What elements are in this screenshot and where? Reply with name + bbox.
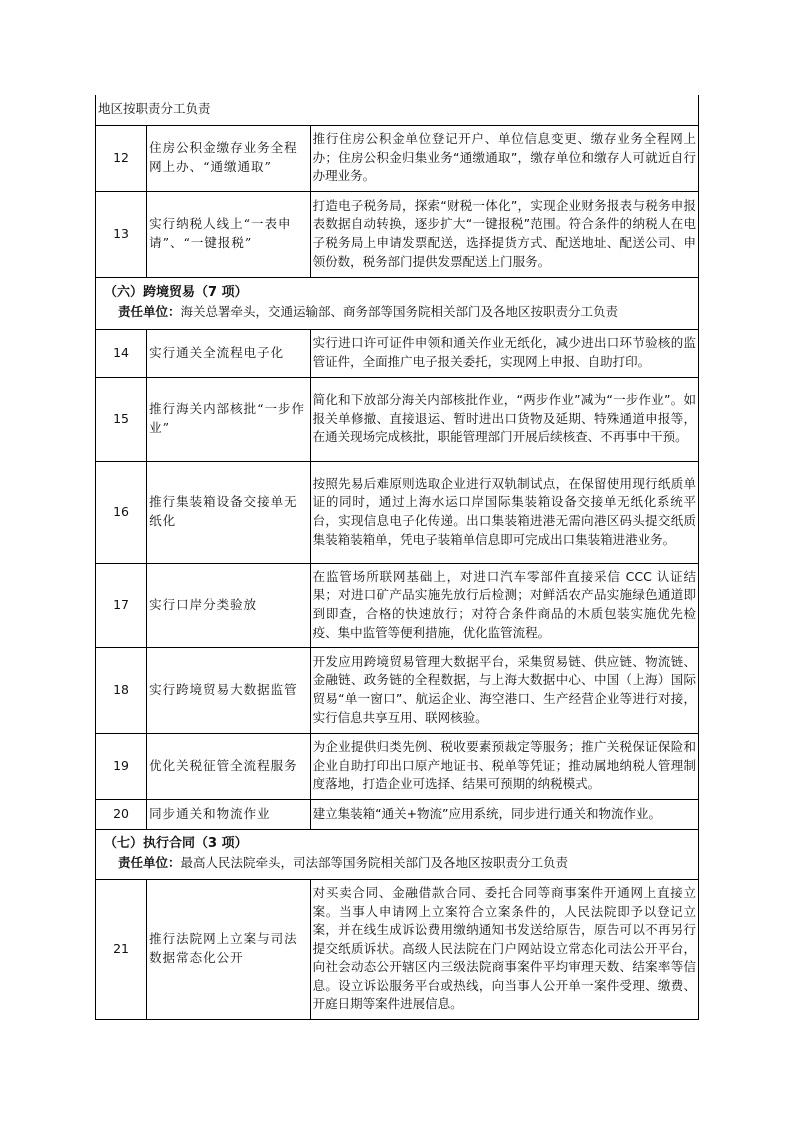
table-row (96, 95, 699, 125)
section-header (96, 829, 699, 879)
item-description: 在监管场所联网基础上，对进口汽车零部件直接采信 CCC 认证结果；对进口矿产品实施先放行后检测；对鲜活农产品实施绿色通道即到即查，合格的快速放行；对符合条件商品的木质包装实施优先检疫、集中监管等便利措施，优化监管流程。 (310, 563, 698, 647)
item-description: 按照先易后难原则选取企业进行双轨制试点，在保留使用现行纸质单证的同时，通过上海水运口岸国际集装箱设备交接单无纸化系统平台，实现信息电子化传递。出口集装箱进港无需向港区码头提交纸质集装箱装箱单，凭电子装箱单信息即可完成出口集装箱进港业务。 (310, 461, 698, 563)
table-row (96, 733, 699, 799)
item-description: 建立集装箱“通关+物流”应用系统，同步进行通关和物流作业。 (310, 799, 698, 829)
item-name: 住房公积金缴存业务全程网上办、“通缴通取” (147, 125, 311, 191)
section-header-row (96, 277, 699, 329)
item-description: 推行住房公积金单位登记开户、单位信息变更、缴存业务全程网上办；住房公积金归集业务“通缴通取”，缴存单位和缴存人可就近自行办理业务。 (310, 125, 698, 191)
item-number: 18 (96, 647, 147, 733)
item-name: 推行海关内部核批“一步作业” (147, 377, 311, 461)
item-name: 推行集装箱设备交接单无纸化 (147, 461, 311, 563)
item-description: 实行进口许可证件申领和通关作业无纸化，减少进出口环节验核的监管证件，全面推广电子报关委托，实现网上申报、自助打印。 (310, 329, 698, 377)
item-name: 优化关税征管全流程服务 (147, 733, 311, 799)
responsibility-label: 责任单位： (118, 855, 181, 870)
section-title: （六）跨境贸易（7 项） (104, 285, 248, 301)
table-row (96, 125, 699, 191)
section-header-row (96, 829, 699, 879)
item-name: 推行法院网上立案与司法数据常态化公开 (147, 879, 311, 1019)
item-number: 17 (96, 563, 147, 647)
responsibility-label: 责任单位： (118, 304, 181, 319)
item-number: 14 (96, 329, 147, 377)
section-responsibility (104, 303, 692, 322)
item-name: 实行通关全流程电子化 (147, 329, 311, 377)
item-description: 对买卖合同、金融借款合同、委托合同等商事案件开通网上直接立案。当事人申请网上立案符合立案条件的，人民法院即予以登记立案，并在线生成诉讼费用缴纳通知书发送给原告，原告可以不再另行提交纸质诉状。高级人民法院在门户网站设立常态化司法公开平台，向社会动态公开辖区内三级法院商事案件平均审理天数、结案率等信息。设立诉讼服务平台或热线，向当事人公开单一案件受理、缴费、开庭日期等案件进展信息。 (310, 879, 698, 1019)
item-name: 实行口岸分类验放 (147, 563, 311, 647)
table-row (96, 377, 699, 461)
table-row (96, 647, 699, 733)
item-number: 12 (96, 125, 147, 191)
item-number: 19 (96, 733, 147, 799)
item-description: 开发应用跨境贸易管理大数据平台，采集贸易链、供应链、物流链、金融链、政务链的全程数据，与上海大数据中心、中国（上海）国际贸易“单一窗口”、航运企业、海空港口、生产经营企业等进行对接，实行信息共享互用、联网核验。 (310, 647, 698, 733)
header-continuation: 地区按职责分工负责 (96, 95, 699, 125)
item-description: 打造电子税务局，探索“财税一体化”，实现企业财务报表与税务申报表数据自动转换，逐步扩大“一键报税”范围。符合条件的纳税人在电子税务局上申请发票配送，选择提货方式、配送地址、配送公司、申领份数，税务部门提供发票配送上门服务。 (310, 191, 698, 277)
table-row (96, 461, 699, 563)
section-title: （七）执行合同（3 项） (104, 836, 248, 852)
responsibility-text: 海关总署牵头，交通运输部、商务部等国务院相关部门及各地区按职责分工负责 (180, 304, 619, 319)
item-name: 实行跨境贸易大数据监管 (147, 647, 311, 733)
item-number: 20 (96, 799, 147, 829)
item-number: 21 (96, 879, 147, 1019)
item-number: 15 (96, 377, 147, 461)
reform-measures-table (95, 95, 699, 1020)
item-name: 实行纳税人线上“一表申请”、“一键报税” (147, 191, 311, 277)
item-description: 简化和下放部分海关内部核批作业，“两步作业”减为“一步作业”。如报关单修撤、直接退运、暂时进出口货物及延期、特殊通道申报等，在通关现场完成核批，职能管理部门开展后续核查、不再事中干预。 (310, 377, 698, 461)
item-description: 为企业提供归类先例、税收要素预裁定等服务；推广关税保证保险和企业自助打印出口原产地证书、税单等凭证；推动属地纳税人管理制度落地，打造企业可选择、结果可预期的纳税模式。 (310, 733, 698, 799)
item-name: 同步通关和物流作业 (147, 799, 311, 829)
table-row (96, 329, 699, 377)
section-header (96, 277, 699, 329)
item-number: 16 (96, 461, 147, 563)
table-row (96, 879, 699, 1019)
responsibility-text: 最高人民法院牵头，司法部等国务院相关部门及各地区按职责分工负责 (180, 855, 569, 870)
section-responsibility (104, 854, 692, 873)
item-number: 13 (96, 191, 147, 277)
table-row (96, 191, 699, 277)
table-row (96, 563, 699, 647)
table-row (96, 799, 699, 829)
